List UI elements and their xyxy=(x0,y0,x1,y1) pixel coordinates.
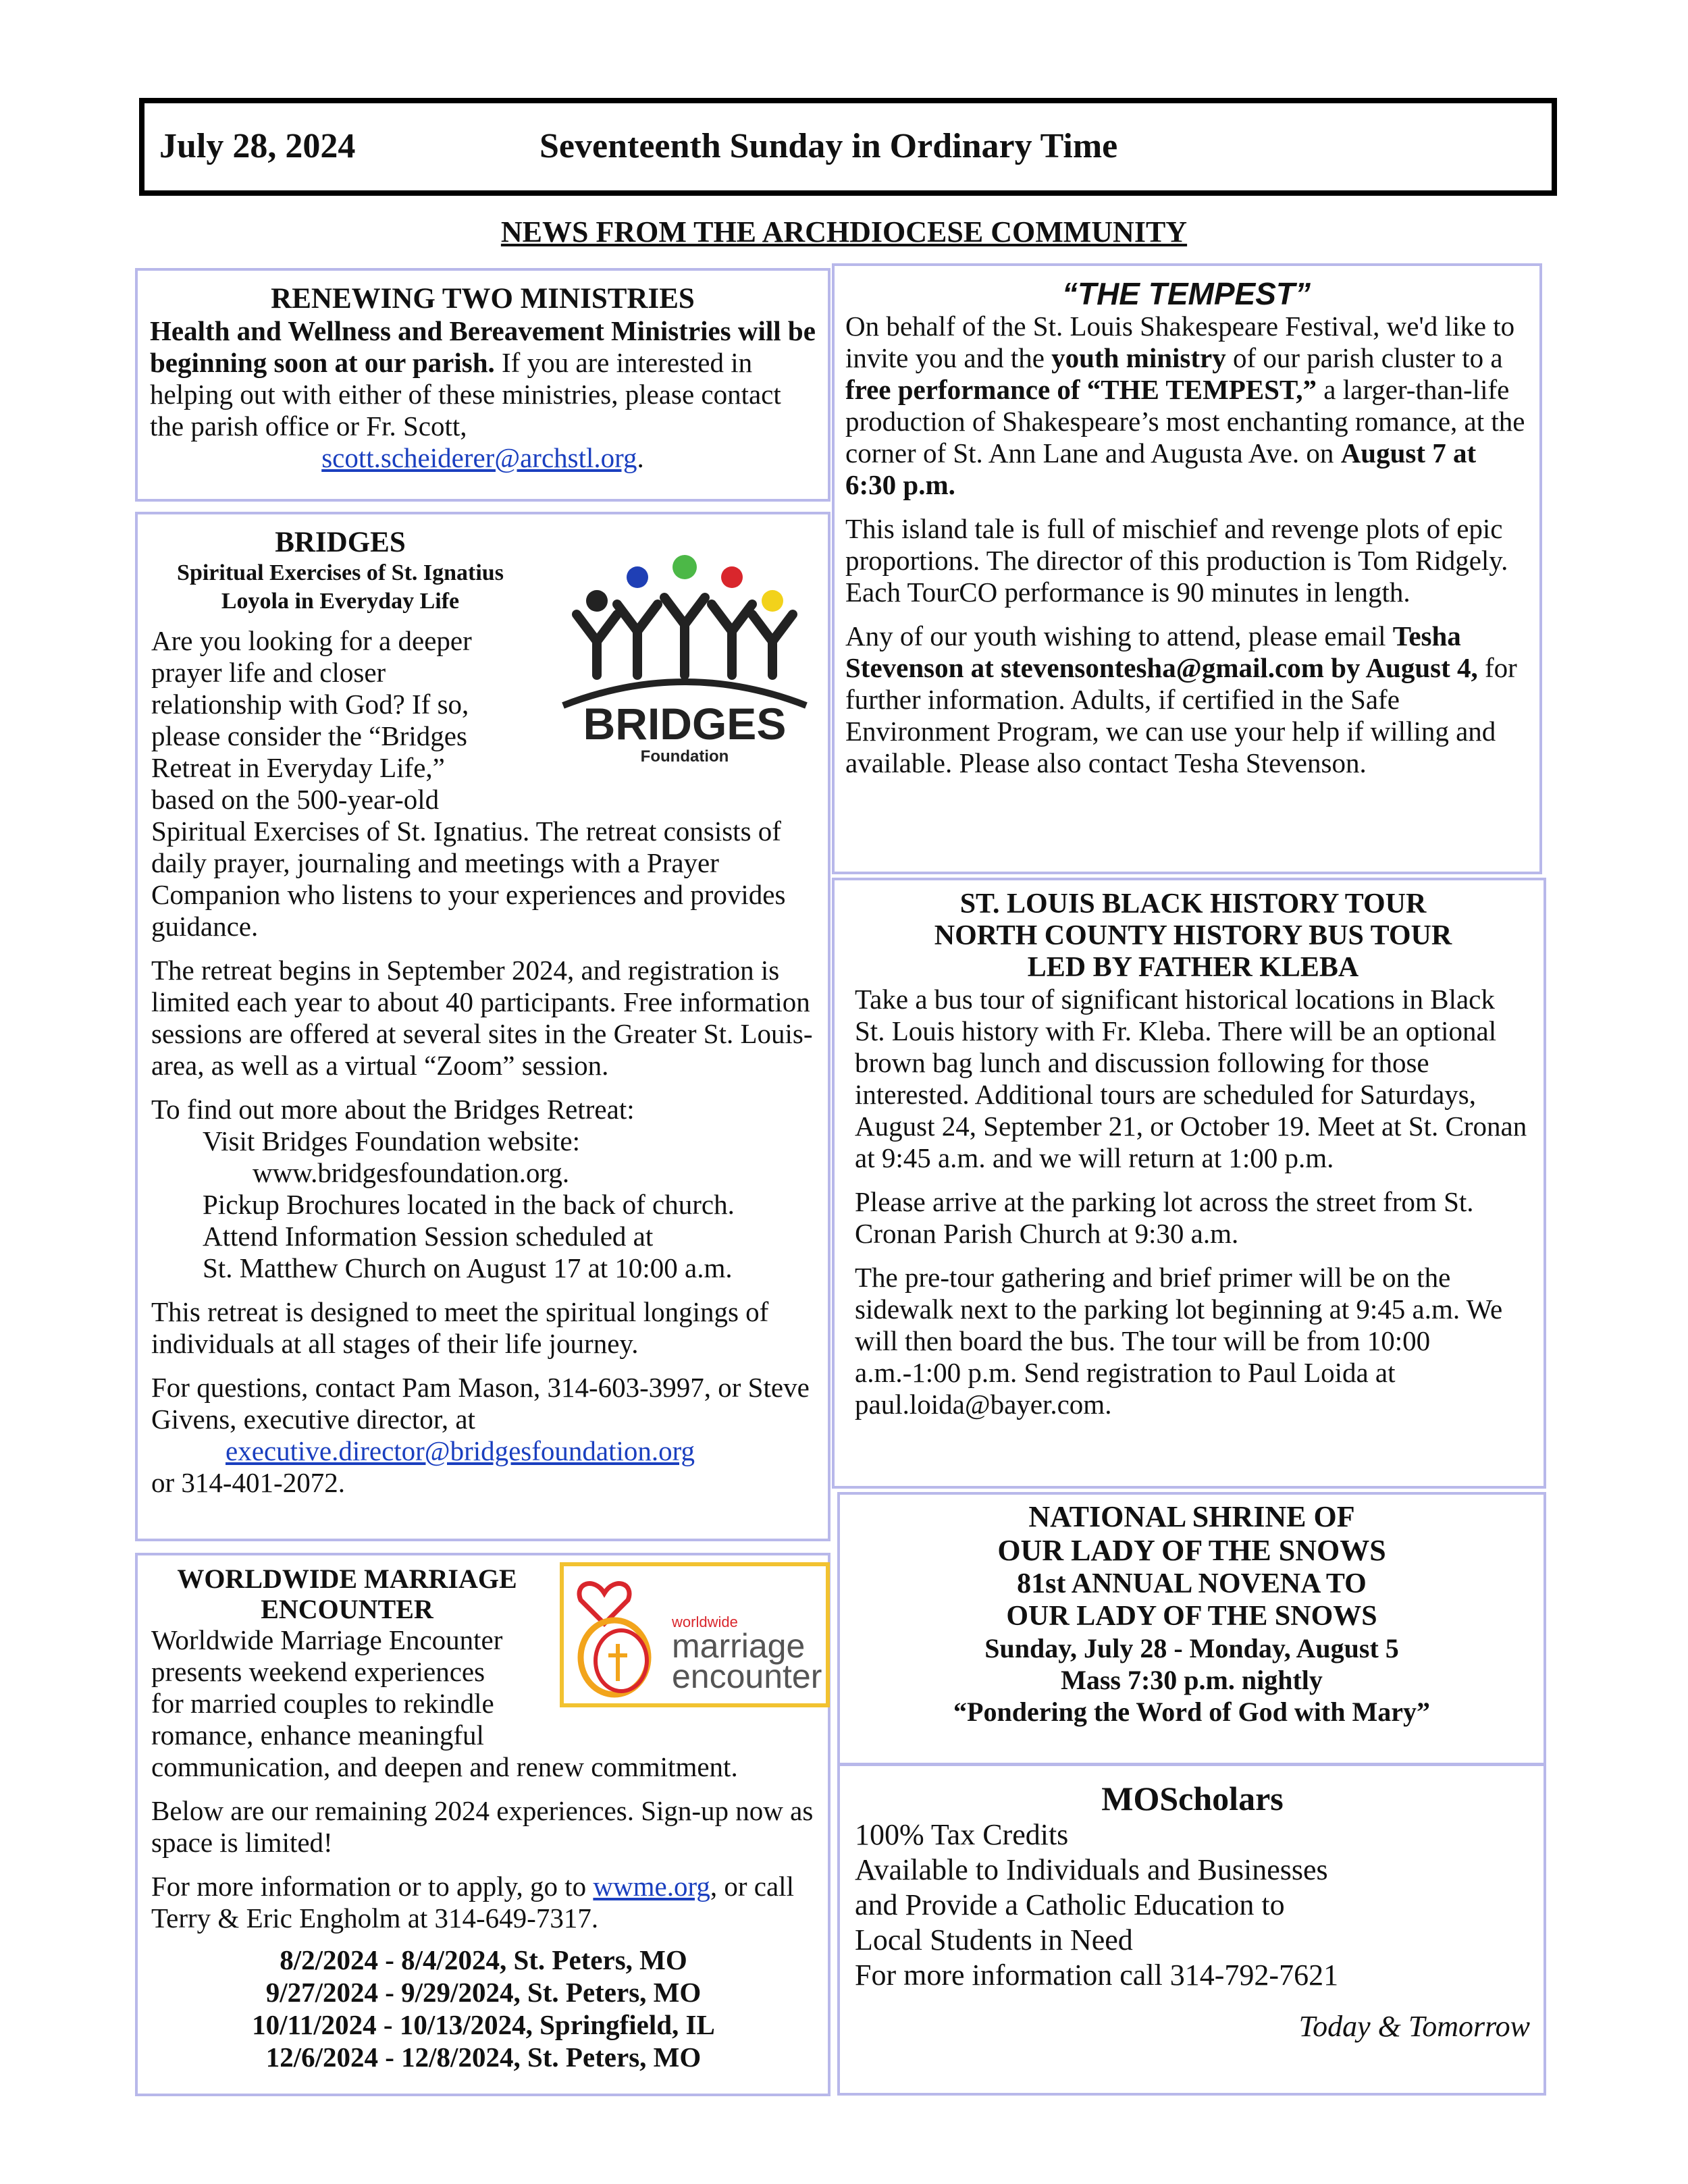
marriage-date-2: 9/27/2024 - 9/29/2024, St. Peters, MO xyxy=(265,1977,702,2008)
history-tour-box xyxy=(832,878,1546,1489)
marriage-logo-graphic xyxy=(564,1566,826,1703)
bridges-list-3: Pickup Brochures located in the back of church. xyxy=(203,1189,735,1220)
marriage-logo-small: worldwide xyxy=(672,1614,738,1630)
moscholars-line-2: Available to Individuals and Businesses xyxy=(855,1853,1328,1886)
bridges-list-4: Attend Information Session scheduled at xyxy=(203,1221,654,1252)
shrine-line-1: NATIONAL SHRINE OF xyxy=(1028,1500,1355,1533)
header-box xyxy=(139,98,1557,196)
marriage-encounter-box xyxy=(135,1553,830,2096)
shrine-box xyxy=(837,1492,1546,1765)
tempest-paragraph-3: Any of our youth wishing to attend, please email Tesha Stevenson at stevensontesha@gmail.com by August 4, for further information. Adults, if certified in the Safe Environment Program, we can use your help if willing and available. Please also contact Tesha Stevenson. xyxy=(845,620,1517,778)
bridges-box xyxy=(135,512,830,1541)
tempest-title: “THE TEMPEST” xyxy=(1061,276,1311,311)
bridges-paragraph-1: Are you looking for a deeper prayer life and closer relationship with God? If so, please consider the “Bridges Retreat in Everyday Life,” based on the 500-year-old Spiritual Exercises of St. Ignatius. The retreat consists of daily prayer, journaling and meetings with a Prayer Companion who listens to your experiences and provides guidance. xyxy=(151,625,786,942)
history-paragraph-3: The pre-tour gathering and brief primer will be on the sidewalk next to the parking lot beginning at 9:45 a.m. We will then board the bus. The tour will be from 10:00 a.m.-1:00 p.m. Send registration to Paul Loida at paul.loida@bayer.com. xyxy=(855,1262,1503,1420)
marriage-date-1: 8/2/2024 - 8/4/2024, St. Peters, MO xyxy=(280,1944,687,1975)
moscholars-box xyxy=(837,1763,1546,2096)
bridges-logo-sub: Foundation xyxy=(640,747,729,763)
moscholars-line-4: Local Students in Need xyxy=(855,1923,1133,1956)
shrine-line-6: Mass 7:30 p.m. nightly xyxy=(1061,1665,1323,1695)
moscholars-title: MOScholars xyxy=(1101,1780,1284,1817)
marriage-paragraph-2: Below are our remaining 2024 experiences. Sign-up now as space is limited! xyxy=(151,1795,814,1858)
bridges-logo-graphic xyxy=(550,540,820,763)
history-title-1: ST. LOUIS BLACK HISTORY TOUR xyxy=(959,888,1427,920)
marriage-date-4: 12/6/2024 - 12/8/2024, St. Peters, MO xyxy=(265,2042,702,2073)
renewing-text: If you are interested in helping out with either of these ministries, please contact the parish office or Fr. Scott, xyxy=(150,347,781,442)
bridges-list-2: www.bridgesfoundation.org. xyxy=(253,1157,570,1188)
tempest-box xyxy=(832,263,1542,874)
history-paragraph-2: Please arrive at the parking lot across the street from St. Cronan Parish Church at 9:30 a.m. xyxy=(855,1186,1474,1249)
bulletin-date: July 28, 2024 xyxy=(159,127,356,165)
bridges-list-5: St. Matthew Church on August 17 at 10:00 a.m. xyxy=(203,1252,733,1283)
moscholars-credit: Today & Tomorrow xyxy=(1298,2010,1530,2043)
marriage-date-3: 10/11/2024 - 10/13/2024, Springfield, IL xyxy=(252,2009,715,2040)
bridges-phone: or 314-401-2072. xyxy=(151,1467,345,1498)
shrine-line-4: OUR LADY OF THE SNOWS xyxy=(1006,1601,1377,1632)
bridges-subtitle-1: Spiritual Exercises of St. Ignatius xyxy=(177,560,504,585)
shrine-line-5: Sunday, July 28 - Monday, August 5 xyxy=(984,1633,1399,1663)
bridges-subtitle-2: Loyola in Everyday Life xyxy=(221,589,460,614)
scott-email-link[interactable]: scott.scheiderer@archstl.org xyxy=(321,442,637,473)
renewing-lead: Health and Wellness and Bereavement Ministries will be beginning soon at our parish. xyxy=(150,315,816,378)
marriage-title-1: WORLDWIDE MARRIAGE xyxy=(177,1564,517,1594)
liturgical-title: Seventeenth Sunday in Ordinary Time xyxy=(539,127,1118,165)
renewing-title: RENEWING TWO MINISTRIES xyxy=(271,283,695,315)
marriage-encounter-logo xyxy=(560,1562,830,1707)
marriage-dates xyxy=(151,1944,816,2073)
moscholars-line-5: For more information call 314-792-7621 xyxy=(855,1959,1339,1992)
bridges-title: BRIDGES xyxy=(275,527,406,558)
history-paragraph-1: Take a bus tour of significant historical locations in Black St. Louis history with Fr. Kleba. There will be an optional brown bag lunch and discussion following for those interested. Additional tours are scheduled for Saturdays, August 24, September 21, or October 19. Meet at St. Cronan at 9:45 a.m. and we will return at 1:00 p.m. xyxy=(855,984,1527,1173)
shrine-line-2: OUR LADY OF THE SNOWS xyxy=(997,1534,1386,1567)
wwme-link[interactable]: wwme.org xyxy=(593,1871,710,1902)
moscholars-line-3: and Provide a Catholic Education to xyxy=(855,1888,1285,1921)
marriage-logo-word2: encounter xyxy=(672,1657,822,1695)
history-title-3: LED BY FATHER KLEBA xyxy=(1027,952,1359,983)
bridges-paragraph-4: This retreat is designed to meet the spiritual longings of individuals at all stages of their life journey. xyxy=(151,1296,769,1359)
bridges-logo-word: BRIDGES xyxy=(583,699,787,749)
renewing-ministries-box xyxy=(135,268,830,502)
tempest-paragraph-1: On behalf of the St. Louis Shakespeare Festival, we'd like to invite you and the youth ministry of our parish cluster to a free performance of “THE TEMPEST,” a larger-than-life production of Shakespeare’s most enchanting romance, at the corner of St. Ann Lane and Augusta Ave. on August 7 at 6:30 p.m. xyxy=(845,311,1525,500)
bridges-paragraph-3: To find out more about the Bridges Retreat: xyxy=(151,1094,635,1125)
shrine-line-7: “Pondering the Word of God with Mary” xyxy=(953,1697,1430,1727)
marriage-title-2: ENCOUNTER xyxy=(261,1594,433,1624)
bridges-logo xyxy=(550,540,820,763)
bridges-paragraph-2: The retreat begins in September 2024, and registration is limited each year to about 40 participants. Free information sessions are offered at several sites in the Greater St. Louis-area, as well as a virtual “Zoom” session. xyxy=(151,955,813,1081)
renewing-end: . xyxy=(637,442,644,473)
section-title: NEWS FROM THE ARCHDIOCESE COMMUNITY xyxy=(500,215,1188,248)
marriage-paragraph-3: For more information or to apply, go to wwme.org, or call Terry & Eric Engholm at 314-649-7317. xyxy=(151,1871,794,1934)
bridges-paragraph-5: For questions, contact Pam Mason, 314-603-3997, or Steve Givens, executive director, at xyxy=(151,1372,810,1435)
bridges-email-link[interactable]: executive.director@bridgesfoundation.org xyxy=(226,1435,695,1466)
shrine-line-3: 81st ANNUAL NOVENA TO xyxy=(1017,1568,1367,1599)
marriage-paragraph-1: Worldwide Marriage Encounter presents weekend experiences for married couples to rekindle romance, enhance meaningful communication, and deepen and renew commitment. xyxy=(151,1624,738,1782)
tempest-paragraph-2: This island tale is full of mischief and revenge plots of epic proportions. The director of this production is Tom Ridgely. Each TourCO performance is 90 minutes in length. xyxy=(845,513,1508,608)
moscholars-line-1: 100% Tax Credits xyxy=(855,1818,1069,1851)
history-title-2: NORTH COUNTY HISTORY BUS TOUR xyxy=(934,920,1452,951)
bridges-list-1: Visit Bridges Foundation website: xyxy=(203,1125,580,1156)
marriage-logo-word1: marriage xyxy=(672,1627,806,1665)
